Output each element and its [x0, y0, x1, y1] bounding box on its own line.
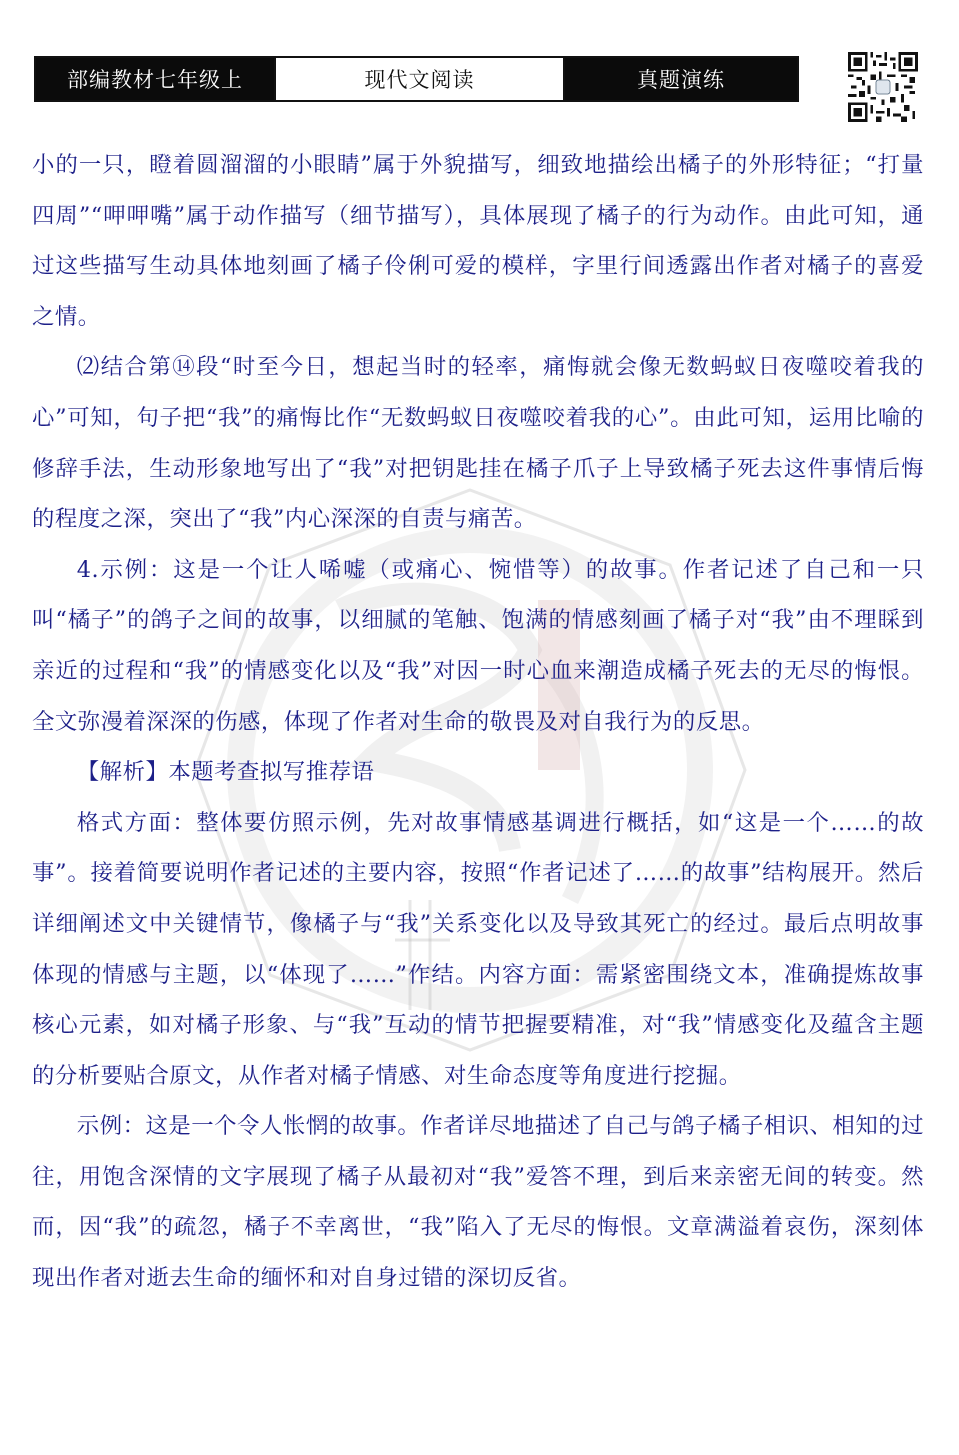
qr-code-icon [848, 52, 918, 122]
paragraph-example: 示例：这是一个令人怅惘的故事。作者详尽地描述了自己与鸽子橘子相识、相知的过往，用饱含深情的文字展现了橘子从最初对“我”爱答不理，到后来亲密无间的转变。然而，因“我”的疏忽，橘子不幸离世，“我”陷入了无尽的悔恨。文章满溢着哀伤，深刻体现出作者对逝去生命的缅怀和对自身过错的深切反省。 [32, 1113, 924, 1292]
answer-content [32, 140, 924, 1304]
paragraph-2: ⑵结合第⑭段“时至今日，想起当时的轻率，痛悔就会像无数蚂蚁日夜噬咬着我的心”可知，句子把“我”的痛悔比作“无数蚂蚁日夜噬咬着我的心”。由此可知，运用比喻的修辞手法，生动形象地写出了“我”对把钥匙挂在橘子爪子上导致橘子死去这件事情后悔的程度之深，突出了“我”内心深深的自责与痛苦。 [32, 354, 924, 533]
header-grade-label: 部编教材七年级上 [36, 58, 274, 100]
header-subject-label: 现代文阅读 [274, 58, 565, 100]
header-bar [34, 56, 799, 102]
header-section-label: 真题演练 [565, 58, 797, 100]
paragraph-1: 小的一只，瞪着圆溜溜的小眼睛”属于外貌描写，细致地描绘出橘子的外形特征；“打量四周”“呷呷嘴”属于动作描写（细节描写），具体展现了橘子的行为动作。由此可知，通过这些描写生动具体地刻画了橘子伶俐可爱的模样，字里行间透露出作者对橘子的喜爱之情。 [32, 152, 924, 330]
paragraph-format: 格式方面：整体要仿照示例，先对故事情感基调进行概括，如“这是一个……的故事”。接着简要说明作者记述的主要内容，按照“作者记述了……的故事”结构展开。然后详细阐述文中关键情节，像橘子与“我”关系变化以及导致其死亡的经过。最后点明故事体现的情感与主题，以“体现了……”作结。内容方面：需紧密围绕文本，准确提炼故事核心元素，如对橘子形象、与“我”互动的情节把握要精准，对“我”情感变化及蕴含主题的分析要贴合原文，从作者对橘子情感、对生命态度等角度进行挖掘。 [32, 809, 924, 1089]
analysis-heading: 【解析】本题考查拟写推荐语 [76, 759, 375, 786]
paragraph-3: 4.示例：这是一个让人唏嘘（或痛心、惋惜等）的故事。作者记述了自己和一只叫“橘子”的鸽子之间的故事，以细腻的笔触、饱满的情感刻画了橘子对“我”由不理睬到亲近的过程和“我”的情感变化以及“我”对因一时心血来潮造成橘子死去的无尽的悔恨。全文弥漫着深深的伤感，体现了作者对生命的敬畏及对自我行为的反思。 [32, 556, 924, 735]
